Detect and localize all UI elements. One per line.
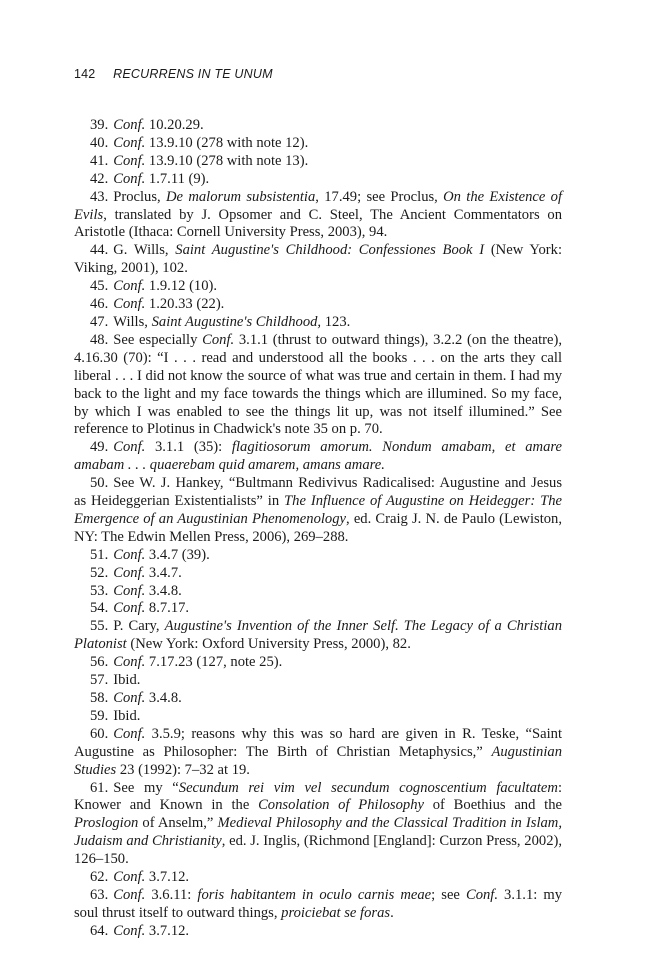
endnote-italic-text: Saint Augustine's Childhood, <box>151 313 322 330</box>
endnote-number: 57. <box>90 672 109 689</box>
endnote-number: 47. <box>90 313 109 330</box>
endnote-text: 3.1.1 (35): <box>145 439 232 456</box>
endnote-text: , 17.49; see Proclus, <box>315 188 444 205</box>
endnote-number: 62. <box>90 869 109 886</box>
endnote-number: 54. <box>90 600 109 617</box>
endnote-italic-text: Conf. <box>202 331 235 348</box>
endnote-number: 58. <box>90 690 109 706</box>
endnote-number: 40. <box>90 134 109 151</box>
endnote-number: 46. <box>90 296 109 313</box>
endnote-italic-text: foris habitantem in oculo carnis meae <box>197 886 432 903</box>
endnote-text: 23 (1992): 7–32 at 19. <box>116 761 250 778</box>
endnote-text: of Anselm,” <box>138 815 218 832</box>
endnote-italic-text: Saint Augustine's Childhood: Confessiones Book I <box>175 242 485 259</box>
endnote <box>74 600 562 618</box>
endnote-text: 123. <box>321 313 351 330</box>
endnote <box>74 332 562 439</box>
endnote <box>74 672 562 690</box>
endnote-number: 53. <box>90 582 109 599</box>
endnotes-list <box>74 117 562 941</box>
endnote-number: 42. <box>90 170 109 187</box>
endnote-text: See my “ <box>113 779 179 796</box>
endnote-number: 52. <box>90 564 109 581</box>
endnote-text: 3.1.1 (thrust to outward things), 3.2.2 (on the theatre), 4.16.30 (70): “I . . . read and understood all the books . . . on the arts they call liberal . . . I did not know the source of what was true and certain in them. I had my back to the light and my face towards the things which are illumined. So my face, by which I was enabled to see the things lit up, was not itself illumined.” See reference to Plotinus in Chadwick's note 35 on p. 70. <box>74 331 562 438</box>
endnote <box>74 189 562 243</box>
endnote <box>74 117 562 135</box>
endnote-number: 51. <box>90 546 109 563</box>
endnote <box>74 923 562 941</box>
endnote-number: 60. <box>90 725 109 742</box>
endnote-italic-text: The Influence of Augustine on Heidegger: The Emergence of an Augustinian Phenomenology <box>74 493 562 527</box>
endnote-italic-text: De malorum subsistentia <box>166 188 316 205</box>
endnote-italic-text: Conf. <box>113 922 146 939</box>
endnote <box>74 314 562 332</box>
endnote <box>74 887 562 923</box>
endnote-number: 59. <box>90 707 109 724</box>
endnote-italic-text: Conf. <box>113 439 146 456</box>
endnote-text: ; see <box>431 886 466 903</box>
endnote-italic-text: On the Existence of Evils <box>74 188 563 223</box>
endnote-number: 55. <box>90 618 109 635</box>
endnote-text: Wills, <box>113 313 152 330</box>
endnote-text: , translated by J. Opsomer and C. Steel, The Ancient Commentators on Aristotle (Ithaca: Cornell University Press, 2003), 94. <box>74 206 562 241</box>
endnote-text: of Boethius and the <box>423 797 562 814</box>
endnote-italic-text: Conf. <box>113 582 146 599</box>
endnote-number: 56. <box>90 654 109 671</box>
endnote-italic-text: Conf. <box>113 564 146 581</box>
endnote-text: 1.9.12 (10). <box>145 278 218 295</box>
endnote-text: 13.9.10 (278 with note 13). <box>145 152 309 169</box>
endnote-number: 61. <box>90 779 109 796</box>
endnote-text: 3.1.1: my soul thrust itself to outward things, <box>74 886 562 921</box>
endnote-text: 3.7.12. <box>145 922 190 939</box>
endnote-italic-text: Conf. <box>113 886 146 903</box>
endnote-italic-text: Augustine's Invention of the Inner Self. The Legacy of a Christian Platonist <box>74 618 562 653</box>
endnote-text: Ibid. <box>113 707 141 724</box>
endnote-text: G. Wills, <box>113 242 176 259</box>
endnote-text: 3.7.12. <box>145 869 190 886</box>
endnote-italic-text: Conf. <box>113 654 146 671</box>
endnote-italic-text: Secundum rei vim vel secundum cognoscentium facultatem <box>178 779 558 796</box>
endnote-number: 44. <box>90 242 109 259</box>
endnote-text: P. Cary, <box>113 618 165 635</box>
endnote-number: 48. <box>90 331 109 348</box>
endnote-text: 13.9.10 (278 with note 12). <box>145 134 309 151</box>
endnote-italic-text: Conf. <box>113 117 146 133</box>
endnote-italic-text: Conf. <box>113 546 146 563</box>
endnote-text: Ibid. <box>113 672 141 689</box>
endnote-text: : Knower and Known in the <box>74 779 562 814</box>
running-header <box>74 67 273 81</box>
running-title: RECURRENS IN TE UNUM <box>113 67 273 81</box>
endnote-italic-text: proiciebat se foras <box>281 904 391 921</box>
endnote-italic-text: Conf. <box>113 690 146 706</box>
endnote-text: 3.6.11: <box>145 886 198 903</box>
endnote-italic-text: Conf. <box>113 600 146 617</box>
endnote-text: 1.7.11 (9). <box>145 170 210 187</box>
endnote <box>74 439 562 475</box>
endnote-text: , ed. J. Inglis, (Richmond [England]: Curzon Press, 2002), 126–150. <box>74 833 562 868</box>
endnote-text: See W. J. Hankey, “Bultmann Redivivus Radicalised: Augustine and Jesus as Heideggerian Existentialists” in <box>74 475 562 510</box>
endnote-italic-text: Conf. <box>113 278 146 295</box>
endnote-italic-text: Conf. <box>113 134 146 151</box>
endnote <box>74 278 562 296</box>
endnote <box>74 726 562 780</box>
endnote-text: Proclus, <box>113 188 166 205</box>
endnote-number: 43. <box>90 188 109 205</box>
endnote <box>74 618 562 654</box>
endnote <box>74 869 562 887</box>
endnote-italic-text: Proslogion <box>74 815 139 832</box>
endnote <box>74 296 562 314</box>
endnote <box>74 654 562 672</box>
endnote-number: 64. <box>90 922 109 939</box>
endnote-text: 3.5.9; reasons why this was so hard are given in R. Teske, “Saint Augustine as Philosopher: The Birth of Christian Metaphysics,” <box>74 725 562 760</box>
endnote-italic-text: Conf. <box>113 869 146 886</box>
endnote <box>74 135 562 153</box>
endnote-italic-text: Augustinian Studies <box>74 743 562 778</box>
endnote-number: 39. <box>90 117 109 133</box>
endnote-text: . <box>390 904 394 921</box>
page-number: 142 <box>74 67 96 81</box>
endnote-text: 3.4.7. <box>145 564 182 581</box>
endnote-italic-text: Conf. <box>113 296 146 313</box>
endnote-italic-text: Conf. <box>465 886 498 903</box>
endnote-number: 63. <box>90 886 109 903</box>
endnote-text: , ed. Craig J. N. de Paulo (Lewiston, NY: The Edwin Mellen Press, 2006), 269–288. <box>74 510 562 545</box>
endnote-text: 3.4.8. <box>145 582 182 599</box>
endnote-number: 41. <box>90 152 109 169</box>
endnote-text: 3.4.7 (39). <box>145 546 210 563</box>
endnote-italic-text: Conf. <box>113 725 146 742</box>
endnote-number: 45. <box>90 278 109 295</box>
endnote <box>74 708 562 726</box>
endnote-text: (New York: Viking, 2001), 102. <box>74 242 562 277</box>
endnote-italic-text: Conf. <box>113 152 146 169</box>
endnote-text: 1.20.33 (22). <box>145 296 225 313</box>
endnote <box>74 171 562 189</box>
endnote-text: 7.17.23 (127, note 25). <box>145 654 283 671</box>
endnote-text: 10.20.29. <box>145 117 204 133</box>
endnote-text: 3.4.8. <box>145 690 182 706</box>
endnote <box>74 153 562 171</box>
endnote-text: See especially <box>113 331 203 348</box>
endnote <box>74 780 562 870</box>
endnote-text: (New York: Oxford University Press, 2000), 82. <box>126 636 411 653</box>
endnote <box>74 475 562 547</box>
endnote <box>74 583 562 601</box>
endnote <box>74 547 562 565</box>
endnote-number: 49. <box>90 439 109 456</box>
endnote-italic-text: Conf. <box>113 170 146 187</box>
endnote-text: 8.7.17. <box>145 600 190 617</box>
endnote-italic-text: flagitiosorum amorum. Nondum amabam, et amare amabam . . . quaerebam quid amarem, amans amare. <box>74 439 562 474</box>
endnote-italic-text: Consolation of Philosophy <box>258 797 424 814</box>
endnote <box>74 565 562 583</box>
endnote-number: 50. <box>90 475 109 492</box>
endnote-italic-text: Medieval Philosophy and the Classical Tradition in Islam, Judaism and Christianity <box>74 815 562 850</box>
endnote <box>74 690 562 708</box>
endnote <box>74 242 562 278</box>
